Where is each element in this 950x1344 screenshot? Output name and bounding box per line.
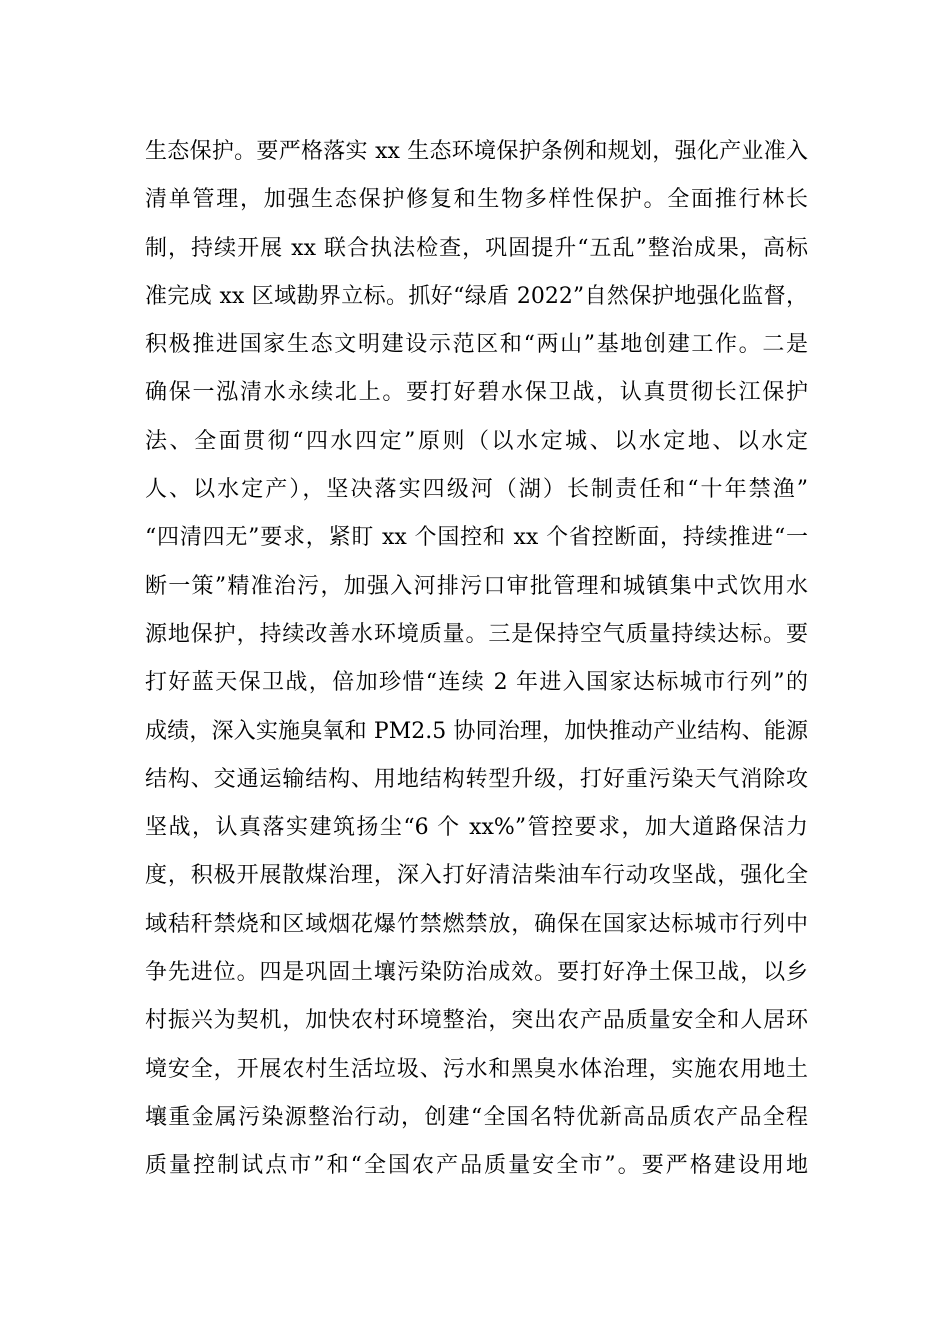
- text-line: 质量控制试点市”和“全国农产品质量安全市”。要严格建设用地: [145, 1153, 808, 1179]
- text-line: 境安全，开展农村生活垃圾、污水和黑臭水体治理，实施农用地土: [145, 1056, 808, 1082]
- text-line: 打好蓝天保卫战，倍加珍惜“连续 2 年进入国家达标城市行列”的: [145, 670, 808, 696]
- text-line: 准完成 xx 区域勘界立标。抓好“绿盾 2022”自然保护地强化监督，: [145, 283, 808, 309]
- text-line: 壤重金属污染源整治行动，创建“全国名特优新高品质农产品全程: [145, 1104, 808, 1130]
- text-line: 结构、交通运输结构、用地结构转型升级，打好重污染天气消除攻: [145, 766, 808, 792]
- text-line: 成绩，深入实施臭氧和 PM2.5 协同治理，加快推动产业结构、能源: [145, 718, 808, 744]
- text-line: 村振兴为契机，加快农村环境整治，突出农产品质量安全和人居环: [145, 1008, 808, 1034]
- text-line: 法、全面贯彻“四水四定”原则（以水定城、以水定地、以水定: [145, 428, 808, 454]
- text-line: 积极推进国家生态文明建设示范区和“两山”基地创建工作。二是: [145, 332, 808, 358]
- text-line: 断一策”精准治污，加强入河排污口审批管理和城镇集中式饮用水: [145, 573, 808, 599]
- text-line: 域秸秆禁烧和区域烟花爆竹禁燃禁放，确保在国家达标城市行列中: [145, 911, 808, 937]
- text-line: “四清四无”要求，紧盯 xx 个国控和 xx 个省控断面，持续推进“一: [145, 525, 808, 551]
- text-line: 制，持续开展 xx 联合执法检查，巩固提升“五乱”整治成果，高标: [145, 235, 808, 261]
- text-line: 清单管理，加强生态保护修复和生物多样性保护。全面推行林长: [145, 187, 808, 213]
- text-line: 生态保护。要严格落实 xx 生态环境保护条例和规划，强化产业准入: [145, 139, 808, 164]
- text-line: 确保一泓清水永续北上。要打好碧水保卫战，认真贯彻长江保护: [145, 380, 808, 406]
- text-line: 坚战，认真落实建筑扬尘“6 个 xx%”管控要求，加大道路保洁力: [145, 815, 808, 841]
- body-paragraph: [145, 128, 808, 1191]
- text-line: 源地保护，持续改善水环境质量。三是保持空气质量持续达标。要: [145, 621, 808, 647]
- text-line: 争先进位。四是巩固土壤污染防治成效。要打好净土保卫战，以乡: [145, 960, 808, 986]
- text-line: 人、以水定产），坚决落实四级河（湖）长制责任和“十年禁渔”: [145, 477, 808, 503]
- text-line: 度，积极开展散煤治理，深入打好清洁柴油车行动攻坚战，强化全: [145, 863, 808, 889]
